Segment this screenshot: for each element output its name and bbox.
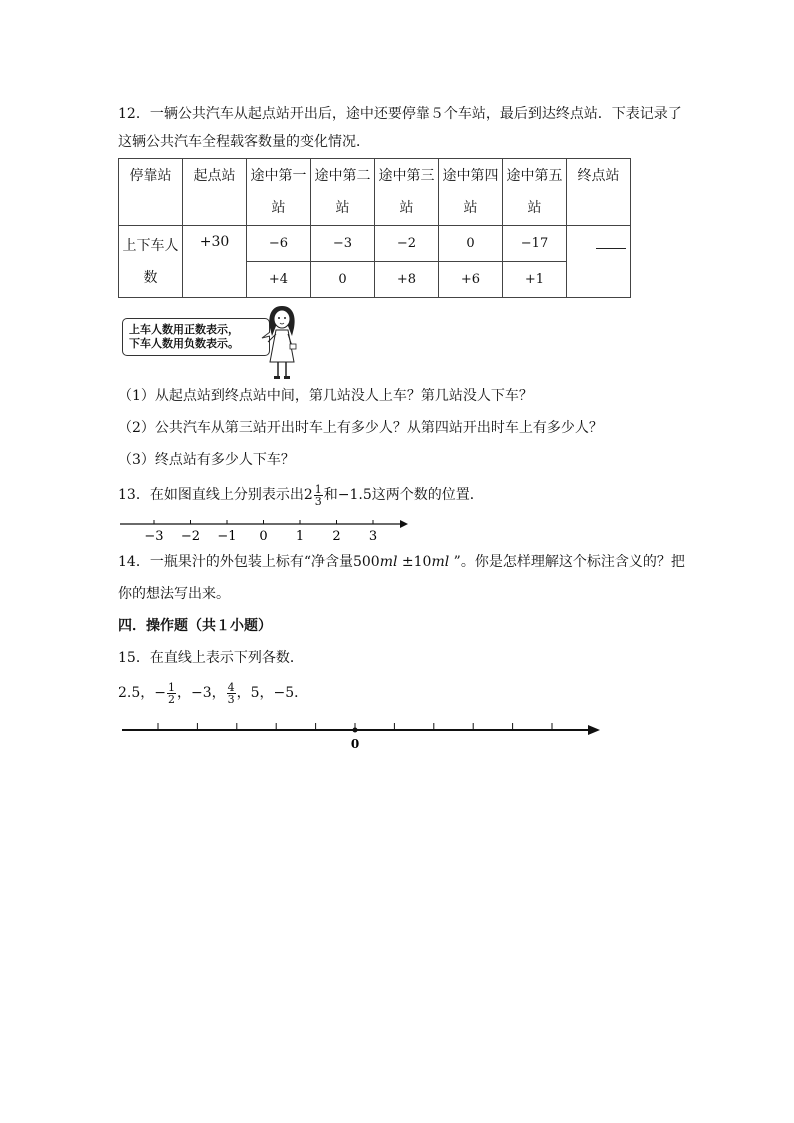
speech-bubble — [122, 318, 270, 356]
q12-line2: 这辆公共汽车全程载客数量的变化情况． — [118, 134, 370, 150]
fraction — [227, 682, 236, 705]
unit-ml: ml — [379, 554, 398, 570]
q13-text — [118, 482, 484, 508]
q14-text: ”。你是怎样理解这个标注含义的？把 — [449, 554, 685, 570]
value-item: 2.5， — [118, 685, 155, 701]
header-label: 终点站 — [577, 168, 620, 184]
row-label: 上下车人 — [122, 237, 179, 254]
up-cell: +8 — [375, 262, 439, 298]
q12-sub1: （1）从起点站到终点站中间，第几站没人上车？第几站没人下车？ — [118, 388, 533, 404]
speech-line: 上车人数用正数表示， — [129, 323, 239, 336]
section-heading: 四．操作题（共１小题） — [118, 618, 272, 634]
q12-sub2: （2）公共汽车从第三站开出时车上有多少人？从第四站开出时车上有多少人？ — [118, 420, 603, 436]
tick-label: 2 — [332, 529, 341, 544]
fraction-denominator: 2 — [168, 692, 175, 706]
origin-label: 0 — [350, 737, 360, 751]
up-cell: +4 — [247, 262, 311, 298]
speech-line: 下车人数用负数表示。 — [129, 337, 239, 350]
arrow-head-icon — [400, 520, 408, 528]
q13-pre: 13．在如图直线上分别表示出 — [118, 487, 304, 503]
header-label: 站 — [335, 200, 350, 216]
tick-label: 1 — [295, 529, 305, 544]
q14-line1 — [118, 552, 685, 572]
number-line-q13 — [118, 514, 418, 546]
header-cell-stop4 — [439, 159, 503, 226]
tick-label: −3 — [144, 529, 164, 544]
q14-text: 14．一瓶果汁的外包装上标有“净含量500 — [118, 554, 380, 570]
header-cell-stop3 — [375, 159, 439, 226]
table-header-row — [119, 159, 631, 226]
up-cell: 0 — [311, 262, 375, 298]
q15-values — [118, 680, 308, 706]
fraction-denominator: 3 — [314, 494, 322, 508]
header-label: 途中第一 — [250, 168, 307, 184]
fraction-denominator: 3 — [227, 692, 235, 706]
table-row — [119, 226, 631, 262]
number-line-q15 — [118, 720, 608, 754]
down-cell: −2 — [375, 226, 439, 262]
q15-line1: 15．在直线上表示下列各数． — [118, 650, 304, 666]
header-cell-stop5 — [503, 159, 567, 226]
header-cell-stop1 — [247, 159, 311, 226]
bus-stop-table — [118, 158, 631, 298]
header-cell-end — [567, 159, 631, 226]
up-cell: +6 — [439, 262, 503, 298]
header-label: 途中第二 — [314, 168, 371, 184]
header-label: 起点站 — [193, 168, 236, 184]
answer-blank — [596, 234, 626, 249]
header-cell-stop2 — [311, 159, 375, 226]
unit-ml: ml — [431, 554, 450, 570]
value-sign: − — [154, 685, 166, 701]
tick-label: −2 — [180, 529, 201, 544]
arrow-head-icon — [588, 725, 600, 735]
row-label-cell — [119, 226, 183, 298]
start-value-cell: +30 — [183, 226, 247, 298]
up-cell: +1 — [503, 262, 567, 298]
down-cell: 0 — [439, 226, 503, 262]
header-label: 站 — [463, 200, 478, 216]
header-label: 途中第三 — [378, 168, 435, 184]
header-label: 站 — [271, 200, 286, 216]
end-blank-cell — [567, 226, 631, 298]
value-item: ，5，−5． — [236, 685, 309, 701]
header-cell-stop — [119, 159, 183, 226]
q12-sub3: （3）终点站有多少人下车？ — [118, 452, 295, 468]
header-label: 站 — [527, 200, 542, 216]
header-label: 途中第五 — [506, 168, 563, 184]
fraction-numerator: 1 — [314, 482, 322, 496]
value-item: ，−3， — [177, 685, 226, 701]
header-label: 站 — [399, 200, 414, 216]
girl-illustration — [252, 302, 312, 382]
q12-line1: 12．一辆公共汽车从起点站开出后，途中还要停靠５个车站，最后到达终点站．下表记录了 — [118, 106, 682, 122]
q13-post: 和−1.5这两个数的位置． — [323, 487, 484, 503]
fraction — [167, 682, 176, 705]
fraction-numerator: 4 — [227, 680, 235, 694]
tick-label: −1 — [217, 529, 237, 544]
tick-label: 0 — [259, 529, 268, 544]
down-cell: −17 — [503, 226, 567, 262]
down-cell: −3 — [311, 226, 375, 262]
fraction-numerator: 1 — [168, 680, 175, 694]
header-label: 停靠站 — [129, 168, 172, 184]
fraction — [314, 484, 323, 507]
mixed-number-whole: 2 — [303, 487, 313, 503]
header-cell-start — [183, 159, 247, 226]
q14-text: ±10 — [397, 554, 432, 570]
q14-line2: 你的想法写出来。 — [118, 586, 230, 602]
tick-label: 3 — [368, 529, 378, 544]
header-label: 途中第四 — [442, 168, 499, 184]
down-cell: −6 — [247, 226, 311, 262]
origin-point — [353, 728, 358, 733]
row-label: 数 — [143, 269, 158, 286]
